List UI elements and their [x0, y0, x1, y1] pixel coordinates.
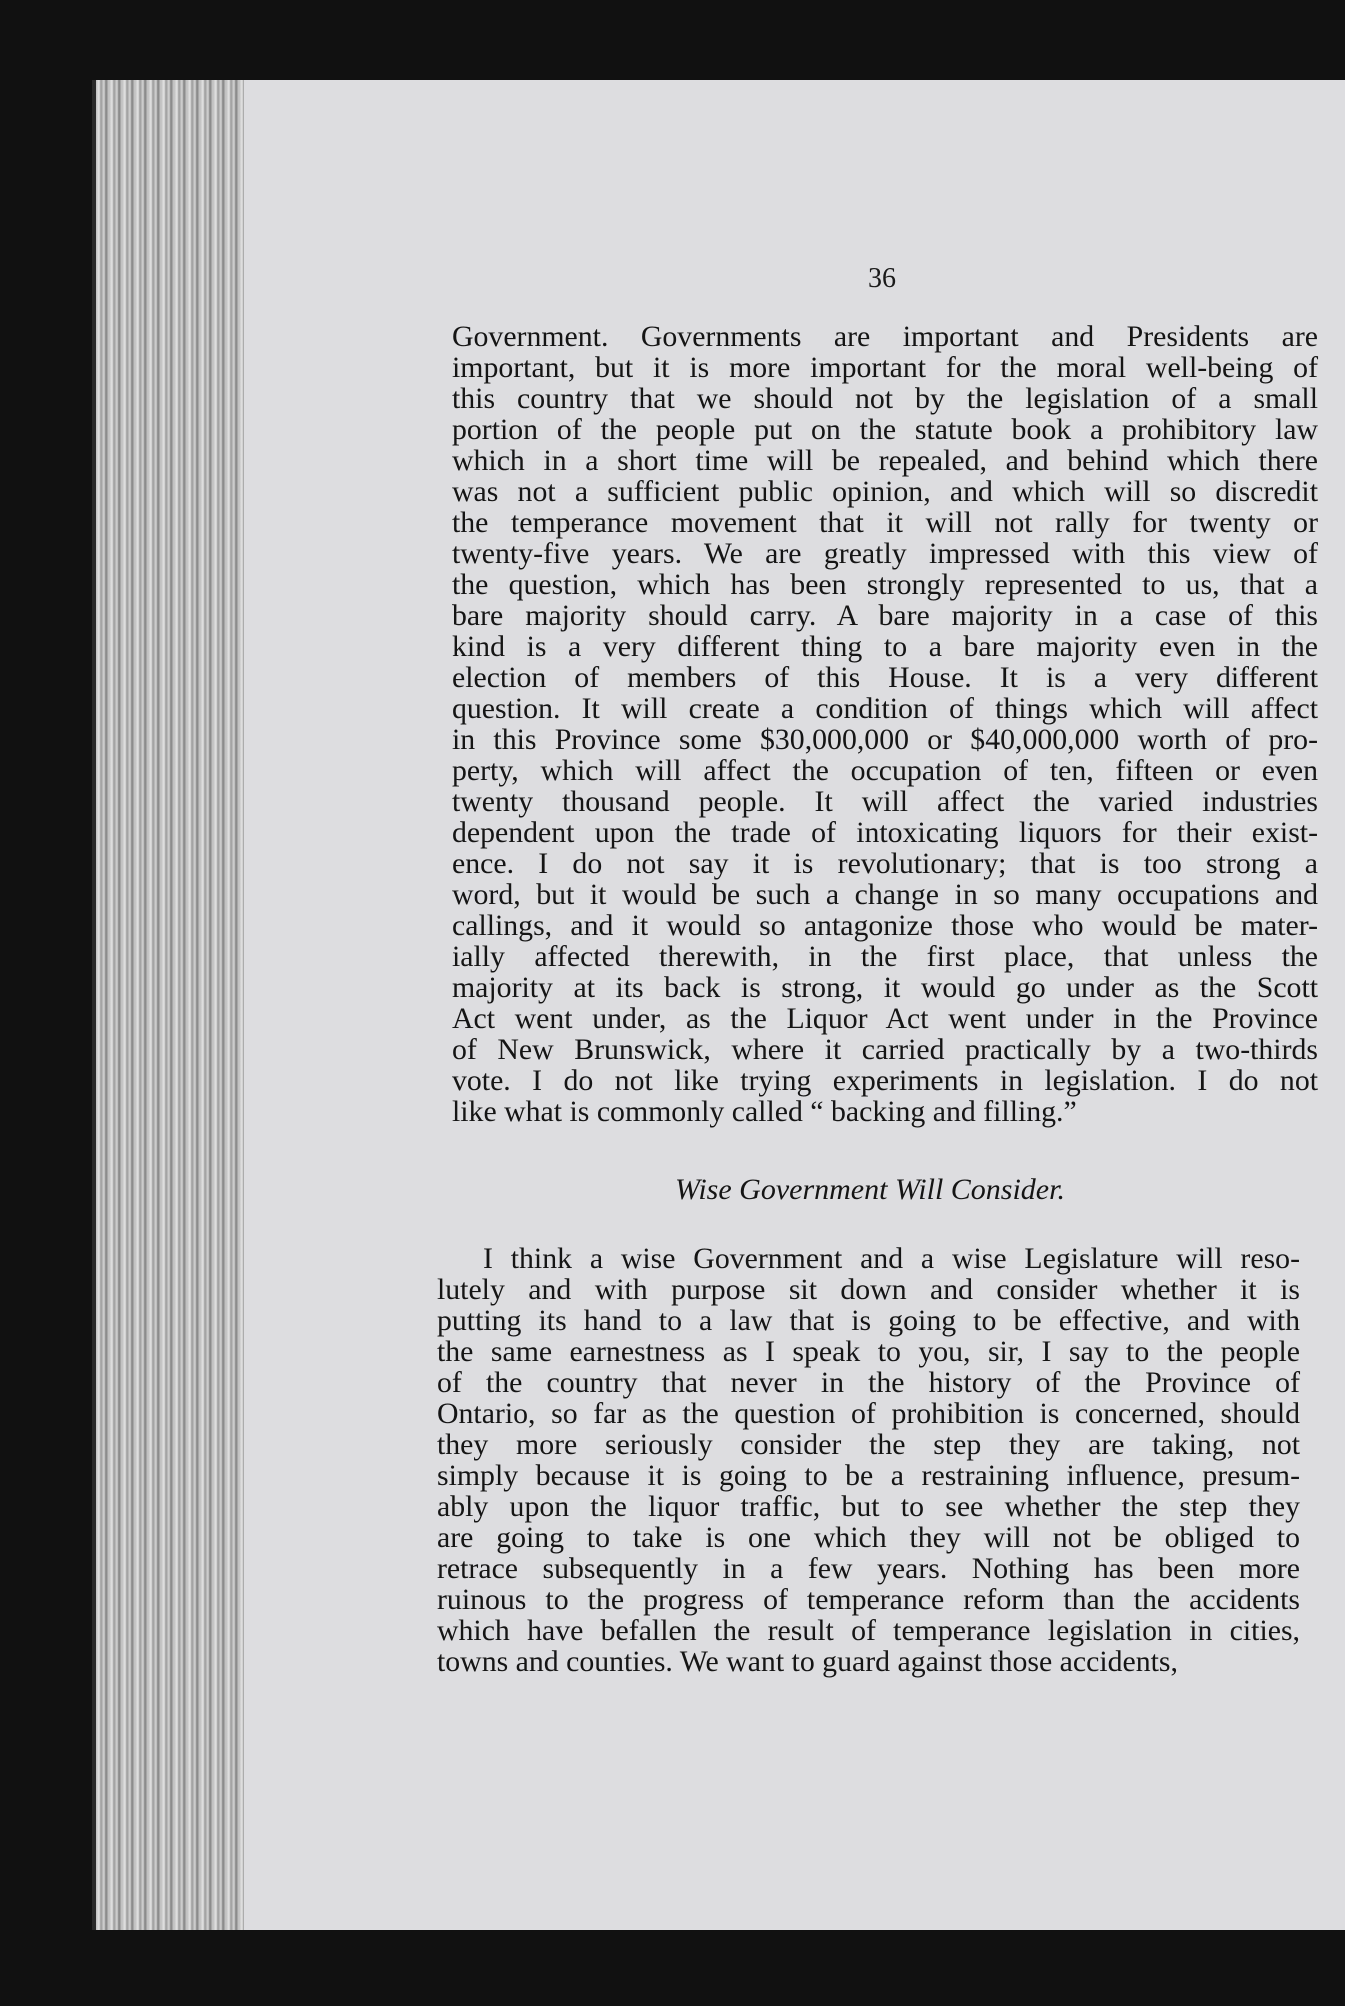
text-line: Ontario, so far as the question of prohibition is concerned, should	[437, 1397, 1300, 1430]
text-line: in this Province some $30,000,000 or $40,000,000 worth of pro-	[452, 723, 1318, 756]
text-line: dependent upon the trade of intoxicating liquors for their exist-	[452, 816, 1318, 849]
text-line: majority at its back is strong, it would go under as the Scott	[452, 971, 1318, 1004]
text-line: perty, which will affect the occupation of ten, fifteen or even	[452, 754, 1318, 787]
text-line: ially affected therewith, in the first place, that unless the	[452, 940, 1318, 973]
text-line: Act went under, as the Liquor Act went under in the Province	[452, 1002, 1318, 1035]
text-line: ruinous to the progress of temperance reform than the accidents	[437, 1583, 1300, 1616]
text-line: retrace subsequently in a few years. Nothing has been more	[437, 1552, 1300, 1585]
text-line: are going to take is one which they will not be obliged to	[437, 1521, 1300, 1554]
text-line: the question, which has been strongly represented to us, that a	[452, 568, 1318, 601]
text-line: I think a wise Government and a wise Legislature will reso-	[483, 1242, 1300, 1275]
text-line: bare majority should carry. A bare majority in a case of this	[452, 599, 1318, 632]
paragraph-1	[452, 321, 1318, 1127]
text-line: the temperance movement that it will not rally for twenty or	[452, 506, 1318, 539]
text-line: ence. I do not say it is revolutionary; that is too strong a	[452, 847, 1318, 880]
text-line: the same earnestness as I speak to you, sir, I say to the people	[437, 1335, 1300, 1368]
text-line: important, but it is more important for the moral well-being of	[452, 351, 1318, 384]
text-line: question. It will create a condition of things which will affect	[452, 692, 1318, 725]
text-line: ably upon the liquor traffic, but to see whether the step they	[437, 1490, 1300, 1523]
text-line: this country that we should not by the legislation of a small	[452, 382, 1318, 415]
book-page-edges	[92, 80, 252, 1930]
text-line: callings, and it would so antagonize those who would be mater-	[452, 909, 1318, 942]
text-line: twenty-five years. We are greatly impressed with this view of	[452, 537, 1318, 570]
text-line: word, but it would be such a change in so many occupations and	[452, 878, 1318, 911]
text-line: lutely and with purpose sit down and consider whether it is	[437, 1273, 1300, 1306]
text-line: like what is commonly called “ backing and filling.”	[452, 1095, 1077, 1128]
text-line: which have befallen the result of temperance legislation in cities,	[437, 1614, 1300, 1647]
text-line: which in a short time will be repealed, and behind which there	[452, 444, 1318, 477]
text-line: vote. I do not like trying experiments in legislation. I do not	[452, 1064, 1318, 1097]
text-line: they more seriously consider the step they are taking, not	[437, 1428, 1300, 1461]
text-line: was not a sufficient public opinion, and which will so discredit	[452, 475, 1318, 508]
text-line: towns and counties. We want to guard against those accidents,	[437, 1645, 1178, 1678]
text-line: portion of the people put on the statute book a prohibitory law	[452, 413, 1318, 446]
text-line: simply because it is going to be a restraining influence, presum-	[437, 1459, 1300, 1492]
text-line: election of members of this House. It is a very different	[452, 661, 1318, 694]
page-number: 36	[868, 263, 896, 294]
section-heading: Wise Government Will Consider.	[675, 1173, 1065, 1206]
text-line: of New Brunswick, where it carried practically by a two-thirds	[452, 1033, 1318, 1066]
text-line: kind is a very different thing to a bare majority even in the	[452, 630, 1318, 663]
text-line: of the country that never in the history of the Province of	[437, 1366, 1300, 1399]
text-line: twenty thousand people. It will affect the varied industries	[452, 785, 1318, 818]
text-line: putting its hand to a law that is going to be effective, and with	[437, 1304, 1300, 1337]
text-line: Government. Governments are important and Presidents are	[452, 320, 1318, 353]
paragraph-2	[437, 1243, 1300, 1677]
